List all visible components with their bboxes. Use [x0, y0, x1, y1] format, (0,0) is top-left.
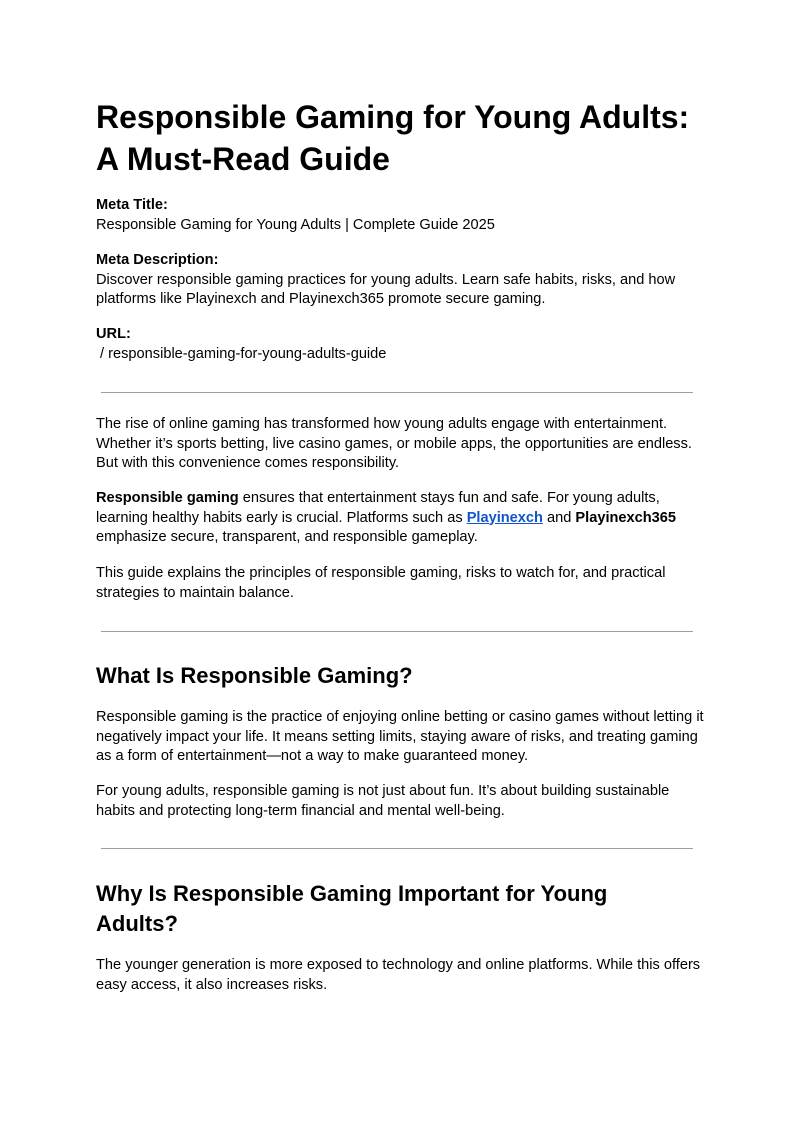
divider: [101, 392, 693, 393]
intro-paragraph-2-text-c: emphasize secure, transparent, and responsible gameplay.: [96, 529, 478, 545]
section1-paragraph-1: Responsible gaming is the practice of enjoying online betting or casino games without letting it negatively impact your life. It means setting limits, staying aware of risks, and treating gaming as a form of entertainment—not a way to make guaranteed money.: [96, 709, 704, 764]
url-label: URL:: [96, 326, 131, 342]
intro-paragraph-2: [96, 489, 706, 548]
meta-description-value: Discover responsible gaming practices for young adults. Learn safe habits, risks, and how platforms like Playinexch and Playinexch365 promote secure gaming.: [96, 271, 676, 307]
section1-paragraph-2: For young adults, responsible gaming is not just about fun. It’s about building sustainable habits and protecting long-term financial and mental well-being.: [96, 783, 670, 819]
meta-description-block: [96, 251, 706, 310]
section2-paragraph-1: The younger generation is more exposed to technology and online platforms. While this offers easy access, it also increases risks.: [96, 957, 701, 993]
intro-paragraph-3: This guide explains the principles of responsible gaming, risks to watch for, and practical strategies to maintain balance.: [96, 565, 666, 601]
section-heading-what-is: What Is Responsible Gaming?: [96, 663, 413, 688]
section-heading-why-important: Why Is Responsible Gaming Important for Young Adults?: [96, 881, 608, 936]
meta-description-label: Meta Description:: [96, 252, 219, 268]
url-block: [96, 325, 706, 364]
url-value: / responsible-gaming-for-young-adults-guide: [96, 345, 387, 362]
divider: [101, 631, 693, 632]
meta-title-value: Responsible Gaming for Young Adults | Complete Guide 2025: [96, 216, 495, 233]
meta-title-block: [96, 196, 706, 235]
intro-paragraph-2-text-a: ensures that entertainment stays fun and safe. For young adults, learning healthy habits early is crucial. Platforms such as: [96, 490, 660, 526]
responsible-gaming-bold: Responsible gaming: [96, 490, 239, 506]
intro-paragraph-2-text-b: and: [542, 509, 576, 526]
divider: [101, 848, 693, 849]
playinexch365-bold: Playinexch365: [575, 509, 677, 526]
meta-title-label: Meta Title:: [96, 197, 168, 213]
playinexch-link[interactable]: Playinexch: [466, 509, 543, 526]
page-title: Responsible Gaming for Young Adults: A Must-Read Guide: [96, 99, 690, 177]
intro-paragraph-1: The rise of online gaming has transformed how young adults engage with entertainment. Whether it’s sports betting, live casino games, or mobile apps, the opportunities are endless. But with this convenience comes responsibility.: [96, 416, 692, 471]
